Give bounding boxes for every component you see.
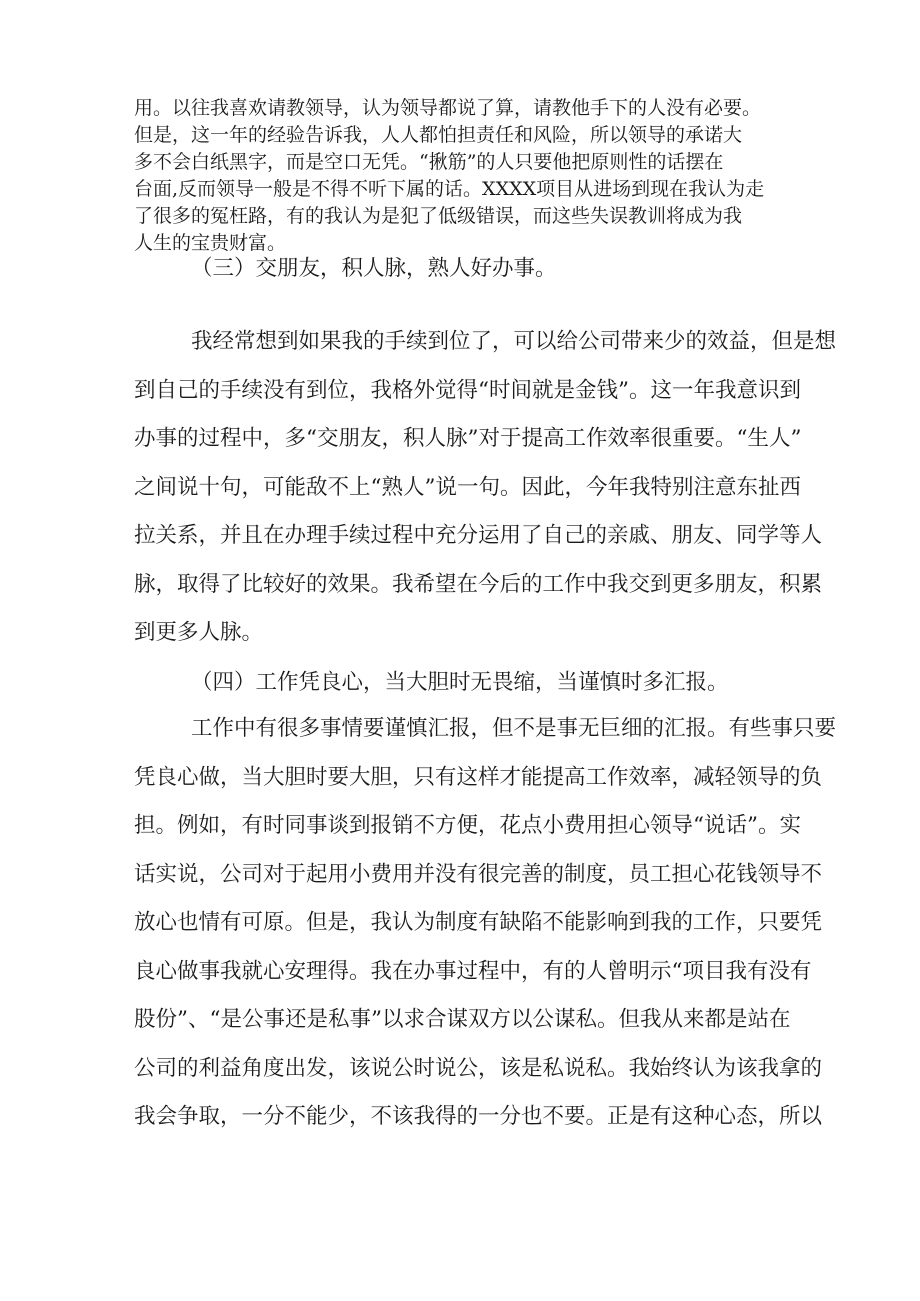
text-line: 拉关系，并且在办理手续过程中充分运用了自己的亲戚、朋友、同学等人 — [134, 523, 823, 548]
text-line: 放心也情有可原。但是，我认为制度有缺陷不能影响到我的工作，只要凭 — [134, 910, 823, 935]
text-line: 多不会白纸黑字，而是空口无凭。“揪筋”的人只要他把原则性的话摆在 — [134, 151, 724, 173]
text-line: 人生的宝贵财富。 — [134, 232, 287, 254]
paragraph-4 — [134, 705, 837, 1142]
text-line: 但是，这一年的经验告诉我，人人都怕担责任和风险，所以领导的承诺大 — [134, 124, 743, 146]
heading-text: （三）交朋友，积人脉，熟人好办事。 — [191, 256, 557, 281]
text-line: 凭良心做，当大胆时要大胆，只有这样才能提高工作效率，减轻领导的负 — [134, 764, 823, 790]
text-line: 办事的过程中，多“交朋友，积人脉”对于提高工作效率很重要。“生人” — [134, 426, 802, 451]
text-line: 脉，取得了比较好的效果。我希望在今后的工作中我交到更多朋友，积累 — [134, 571, 823, 597]
text-line: 工作中有很多事情要谨慎汇报，但不是事无巨细的汇报。有些事只要 — [191, 716, 837, 741]
section-heading-3 — [134, 245, 786, 294]
text-line: 我经常想到如果我的手续到位了，可以给公司带来少的效益，但是想 — [191, 329, 837, 354]
text-line: 台面,反而领导一般是不得不听下属的话。XXXX项目从进场到现在我认为走 — [134, 178, 765, 200]
paragraph-3 — [134, 318, 837, 658]
text-line: 担。例如，有时同事谈到报销不方便，花点小费用担心领导“说话”。实 — [134, 813, 801, 838]
text-line: 公司的利益角度出发，该说公时说公，该是私说私。我始终认为该我拿的 — [134, 1055, 823, 1081]
text-line: 股份”、“是公事还是私事”以求合谋双方以公谋私。但我从来都是站在 — [134, 1007, 791, 1032]
section-heading-4 — [134, 659, 786, 708]
text-line: 到更多人脉。 — [134, 620, 264, 645]
text-line: 用。以往我喜欢请教领导，认为领导都说了算，请教他手下的人没有必要。 — [134, 97, 762, 119]
text-line: 良心做事我就心安理得。我在办事过程中，有的人曾明示“项目我有没有 — [134, 958, 812, 984]
text-line: 了很多的冤枉路，有的我认为是犯了低级错误，而这些失误教训将成为我 — [134, 205, 743, 227]
intro-paragraph — [134, 95, 786, 257]
text-line: 我会争取，一分不能少，不该我得的一分也不要。正是有这种心态，所以 — [134, 1104, 823, 1129]
text-line: 话实说，公司对于起用小费用并没有很完善的制度，员工担心花钱领导不 — [134, 861, 823, 887]
text-line: 到自己的手续没有到位，我格外觉得“时间就是金钱”。这一年我意识到 — [134, 377, 801, 403]
text-line: 之间说十句，可能敌不上“熟人”说一句。因此，今年我特别注意东扯西 — [134, 474, 801, 500]
heading-text: （四）工作凭良心，当大胆时无畏缩，当谨慎时多汇报。 — [191, 670, 729, 695]
